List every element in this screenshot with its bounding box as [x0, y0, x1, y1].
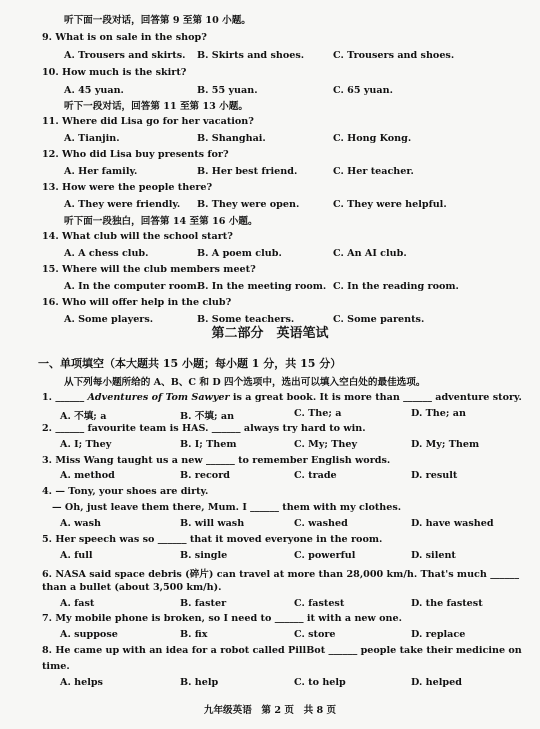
- option-11c: C. Hong Kong.: [333, 133, 412, 144]
- option-1c: C. The; a: [294, 408, 342, 419]
- q1-lead: 1. ______: [42, 392, 88, 403]
- part-two-title: 第二部分 英语笔试: [211, 326, 329, 341]
- option-8a: A. helps: [60, 677, 103, 688]
- option-6d: D. the fastest: [411, 598, 483, 609]
- question-12: 12. Who did Lisa buy presents for?: [42, 149, 229, 160]
- page-footer: 九年级英语 第 2 页 共 8 页: [203, 705, 337, 716]
- option-11b: B. Shanghai.: [197, 133, 266, 144]
- option-1a: A. 不填; a: [60, 411, 107, 422]
- option-12c: C. Her teacher.: [333, 166, 414, 177]
- written-question-4-reply: — Oh, just leave them there, Mum. I ______ them with my clothes.: [52, 502, 402, 513]
- option-13a: A. They were friendly.: [64, 199, 181, 210]
- option-3a: A. method: [60, 470, 115, 481]
- option-5d: D. silent: [411, 550, 456, 561]
- option-11a: A. Tianjin.: [64, 133, 120, 144]
- q1-book-title: Adventures of Tom Sawyer: [87, 392, 230, 403]
- written-question-2: 2. ______ favourite team is HAS. ______ always try hard to win.: [42, 423, 366, 434]
- option-13c: C. They were helpful.: [333, 199, 447, 210]
- section-heading: 一、单项填空（本大题共 15 小题；每小题 1 分，共 15 分）: [38, 357, 342, 370]
- option-3c: C. trade: [294, 470, 337, 481]
- option-10c: C. 65 yuan.: [333, 85, 393, 96]
- option-9c: C. Trousers and shoes.: [333, 50, 455, 61]
- option-12b: B. Her best friend.: [197, 166, 298, 177]
- option-14a: A. A chess club.: [64, 248, 149, 259]
- question-15: 15. Where will the club members meet?: [42, 264, 256, 275]
- option-7a: A. suppose: [60, 629, 118, 640]
- question-14: 14. What club will the school start?: [42, 231, 233, 242]
- option-14b: B. A poem club.: [197, 248, 282, 259]
- option-1d: D. The; an: [411, 408, 466, 419]
- option-14c: C. An AI club.: [333, 248, 407, 259]
- option-8c: C. to help: [294, 677, 346, 688]
- option-2c: C. My; They: [294, 439, 358, 450]
- option-12a: A. Her family.: [64, 166, 138, 177]
- option-8b: B. help: [180, 677, 219, 688]
- option-13b: B. They were open.: [197, 199, 300, 210]
- option-15a: A. In the computer room.: [64, 281, 201, 292]
- option-5c: C. powerful: [294, 550, 356, 561]
- option-3d: D. result: [411, 470, 458, 481]
- option-4a: A. wash: [60, 518, 101, 529]
- written-question-5: 5. Her speech was so ______ that it moved everyone in the room.: [42, 534, 383, 545]
- written-question-8-cont: time.: [42, 661, 70, 672]
- instruction-dialogue-11-13: 听下一段对话，回答第 11 至第 13 小题。: [64, 101, 248, 112]
- option-16b: B. Some teachers.: [197, 314, 295, 325]
- section-instructions: 从下列每小题所给的 A、B、C 和 D 四个选项中，选出可以填入空白处的最佳选项。: [64, 377, 426, 388]
- question-9: 9. What is on sale in the shop?: [42, 32, 207, 43]
- option-5a: A. full: [60, 550, 93, 561]
- option-2d: D. My; Them: [411, 439, 480, 450]
- option-9b: B. Skirts and shoes.: [197, 50, 305, 61]
- option-5b: B. single: [180, 550, 228, 561]
- written-question-6: 6. NASA said space debris (碎片) can travel at more than 28,000 km/h. That's much ______: [42, 569, 519, 580]
- option-4c: C. washed: [294, 518, 348, 529]
- option-9a: A. Trousers and skirts.: [64, 50, 186, 61]
- written-question-8: 8. He came up with an idea for a robot called PillBot ______ people take their medicine on: [42, 645, 522, 656]
- question-13: 13. How were the people there?: [42, 182, 213, 193]
- option-7d: D. replace: [411, 629, 466, 640]
- option-4d: D. have washed: [411, 518, 494, 529]
- question-16: 16. Who will offer help in the club?: [42, 297, 232, 308]
- written-question-7: 7. My mobile phone is broken, so I need to ______ it with a new one.: [42, 613, 402, 624]
- written-question-4: 4. — Tony, your shoes are dirty.: [42, 486, 209, 497]
- option-2b: B. I; Them: [180, 439, 237, 450]
- question-10: 10. How much is the skirt?: [42, 67, 187, 78]
- option-10a: A. 45 yuan.: [64, 85, 124, 96]
- option-6c: C. fastest: [294, 598, 345, 609]
- written-question-3: 3. Miss Wang taught us a new ______ to remember English words.: [42, 455, 391, 466]
- option-2a: A. I; They: [60, 439, 112, 450]
- option-4b: B. will wash: [180, 518, 245, 529]
- option-7b: B. fix: [180, 629, 208, 640]
- option-16a: A. Some players.: [64, 314, 154, 325]
- option-15b: B. In the meeting room.: [197, 281, 327, 292]
- option-3b: B. record: [180, 470, 230, 481]
- option-7c: C. store: [294, 629, 336, 640]
- option-16c: C. Some parents.: [333, 314, 425, 325]
- question-11: 11. Where did Lisa go for her vacation?: [42, 116, 254, 127]
- option-10b: B. 55 yuan.: [197, 85, 258, 96]
- option-1b: B. 不填; an: [180, 411, 235, 422]
- option-6a: A. fast: [60, 598, 95, 609]
- option-6b: B. faster: [180, 598, 227, 609]
- instruction-dialogue-9-10: 听下面一段对话，回答第 9 至第 10 小题。: [64, 15, 251, 26]
- option-15c: C. In the reading room.: [333, 281, 459, 292]
- written-question-6-cont: than a bullet (about 3,500 km/h).: [42, 582, 222, 593]
- instruction-monologue-14-16: 听下面一段独白，回答第 14 至第 16 小题。: [64, 216, 258, 227]
- option-8d: D. helped: [411, 677, 462, 688]
- written-question-1: [42, 392, 522, 403]
- q1-tail: is a great book. It is more than ______ adventure story.: [229, 392, 522, 403]
